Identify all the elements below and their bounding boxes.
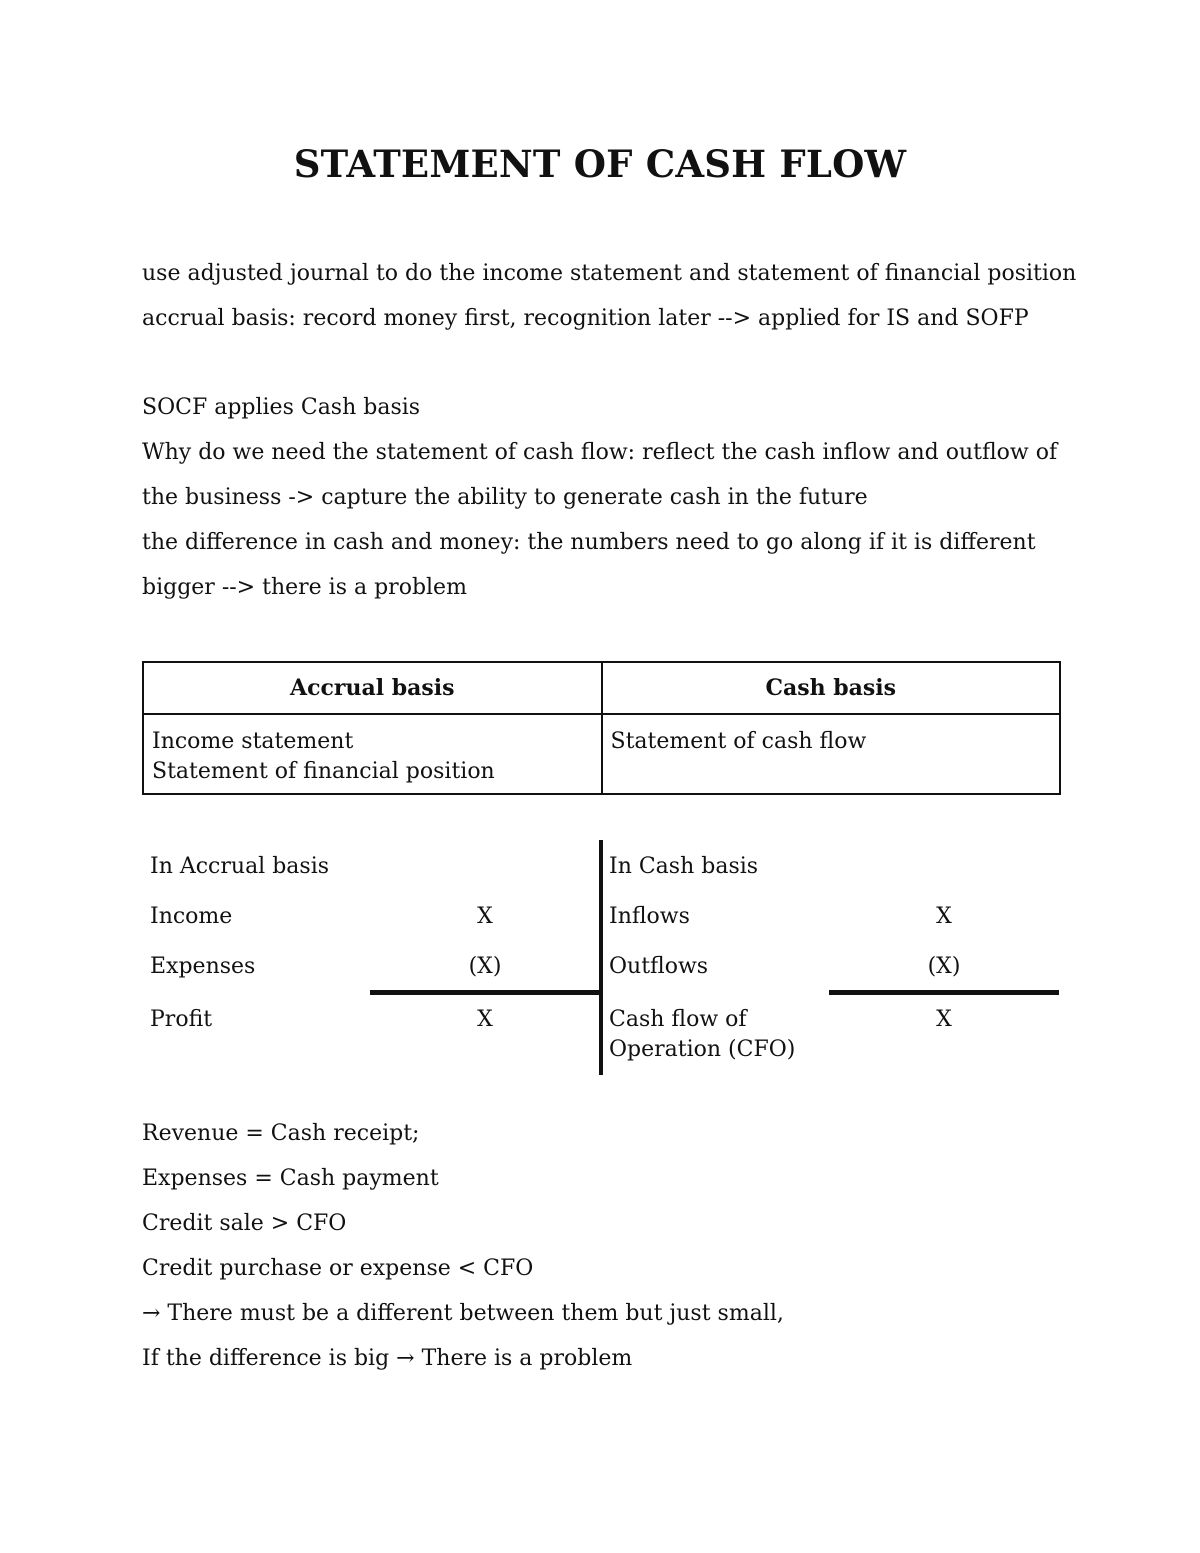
accrual-row-value: X <box>477 904 493 929</box>
comparison-block <box>142 840 1061 1075</box>
note-line: Credit sale > CFO <box>142 1211 347 1236</box>
accrual-row-value: (X) <box>468 954 502 979</box>
cash-row-label: Outflows <box>609 954 709 979</box>
cash-heading: In Cash basis <box>609 854 759 879</box>
cash-row-value: X <box>936 904 952 929</box>
why-line-1: SOCF applies Cash basis <box>142 395 421 420</box>
accrual-total-rule <box>370 990 600 995</box>
comparison-divider <box>599 840 603 1075</box>
basis-header-accrual: Accrual basis <box>143 662 602 714</box>
intro-line-2: accrual basis: record money first, recognition later --> applied for IS and SOFP <box>142 306 1029 331</box>
basis-cell-cash <box>602 714 1061 794</box>
why-line-3: the business -> capture the ability to generate cash in the future <box>142 485 868 510</box>
accrual-row-label: Expenses <box>150 954 256 979</box>
accrual-total-label: Profit <box>150 1007 213 1032</box>
basis-cell-accrual <box>143 714 602 794</box>
cfo-label-line: Operation (CFO) <box>609 1037 796 1062</box>
basis-accrual-item: Statement of financial position <box>152 759 495 784</box>
why-line-4: the difference in cash and money: the numbers need to go along if it is different <box>142 530 1036 555</box>
note-line: If the difference is big → There is a problem <box>142 1346 633 1371</box>
cash-total-rule <box>829 990 1059 995</box>
basis-accrual-item: Income statement <box>152 729 354 754</box>
page-title: STATEMENT OF CASH FLOW <box>293 142 907 186</box>
accrual-row-label: Income <box>150 904 233 929</box>
accrual-total-value: X <box>477 1007 493 1032</box>
basis-header-cash: Cash basis <box>602 662 1061 714</box>
note-line: Credit purchase or expense < CFO <box>142 1256 534 1281</box>
cash-row-label: Inflows <box>609 904 690 929</box>
why-line-2: Why do we need the statement of cash flow: reflect the cash inflow and outflow of <box>142 440 1058 465</box>
cash-total-value: X <box>936 1007 952 1032</box>
basis-table <box>142 661 1061 795</box>
cash-row-value: (X) <box>927 954 961 979</box>
basis-cash-item: Statement of cash flow <box>610 729 867 754</box>
note-line: → There must be a different between them but just small, <box>142 1301 784 1326</box>
note-line: Revenue = Cash receipt; <box>142 1121 420 1146</box>
accrual-heading: In Accrual basis <box>150 854 330 879</box>
cfo-label-line: Cash flow of <box>609 1007 747 1032</box>
intro-line-1: use adjusted journal to do the income statement and statement of financial position <box>142 261 1077 286</box>
cash-total-label <box>609 1005 795 1065</box>
why-line-5: bigger --> there is a problem <box>142 575 467 600</box>
note-line: Expenses = Cash payment <box>142 1166 439 1191</box>
